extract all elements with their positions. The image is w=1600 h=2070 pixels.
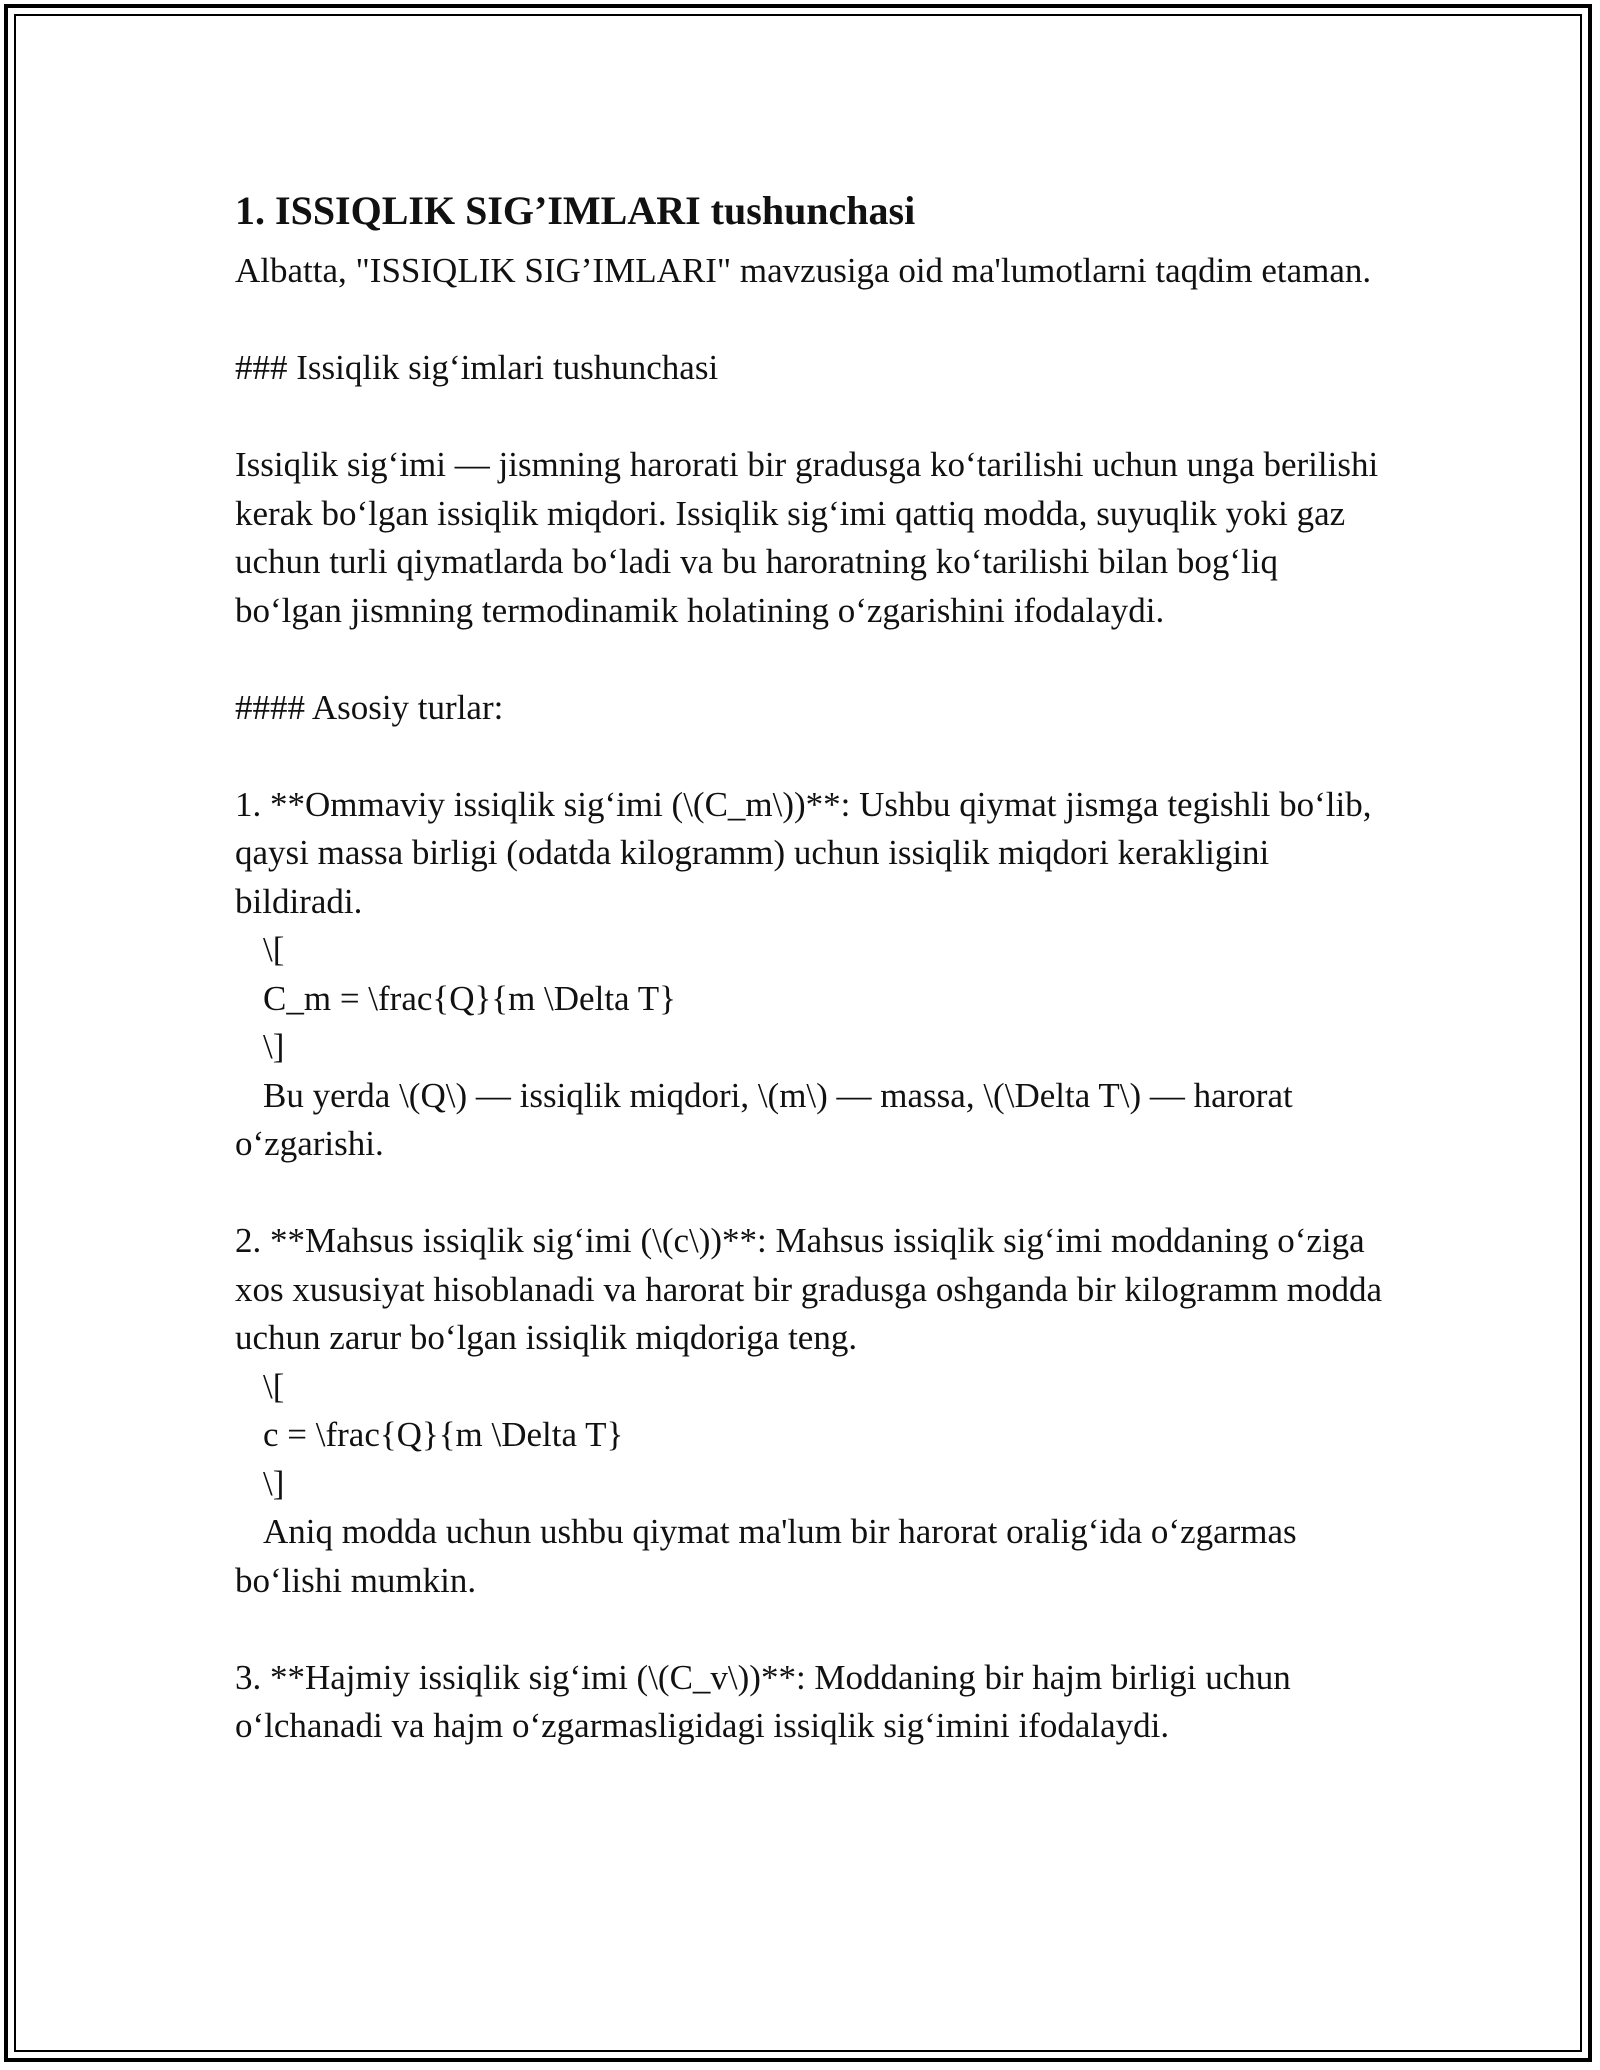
formula-open: \[ bbox=[263, 930, 285, 969]
list-item-text: 1. **Ommaviy issiqlik sig‘imi (\(C_m\))**: Ushbu qiymat jismga tegishli bo‘lib, qaysi massa birligi (odatda kilogramm) uchun issiqlik miqdori kerakligini bildiradi. bbox=[235, 784, 1381, 921]
formula-open: \[ bbox=[263, 1366, 285, 1406]
list-item bbox=[235, 1217, 1391, 1605]
formula: c = \frac{Q}{m \Delta T} bbox=[263, 1415, 624, 1454]
spacer bbox=[235, 296, 1385, 345]
list-item-text: 3. **Hajmiy issiqlik sig‘imi (\(C_v\))**: Moddaning bir hajm birligi uchun o‘lchanadi va hajm o‘zgarmasligidagi issiqlik sig‘imini ifodalaydi. bbox=[235, 1657, 1300, 1745]
list-item-note-text: Aniq modda uchun ushbu qiymat ma'lum bir harorat oralig‘ida o‘zgarmas bo‘lishi mumkin. bbox=[235, 1512, 1306, 1600]
list-item bbox=[235, 781, 1385, 1169]
list-item-note-text: Bu yerda \(Q\) — issiqlik miqdori, \(m\) — massa, \(\Delta T\) — harorat o‘zgarishi. bbox=[235, 1075, 1302, 1163]
intro-paragraph: Albatta, "ISSIQLIK SIG’IMLARI" mavzusiga oid ma'lumotlarni taqdim etaman. bbox=[235, 251, 1372, 290]
list-item-text: 2. **Mahsus issiqlik sig‘imi (\(c\))**: Mahsus issiqlik sig‘imi moddaning o‘ziga xos xususiyat hisoblanadi va harorat bir gradusga oshganda bir kilogramm modda uchun zarur bo‘lgan issiqlik miqdoriga teng. bbox=[235, 1221, 1391, 1357]
spacer bbox=[235, 1605, 1385, 1654]
list-item-note bbox=[235, 1072, 1385, 1169]
subsection-heading: #### Asosiy turlar: bbox=[235, 687, 504, 727]
formula-close: \] bbox=[263, 1027, 285, 1066]
spacer bbox=[235, 635, 1385, 684]
list-item bbox=[235, 1654, 1385, 1751]
document-title: 1. ISSIQLIK SIG’IMLARI tushunchasi bbox=[235, 188, 916, 233]
spacer bbox=[235, 393, 1385, 442]
formula-close: \] bbox=[263, 1463, 285, 1503]
document-body bbox=[235, 185, 1391, 1751]
list-item-note bbox=[235, 1508, 1385, 1605]
spacer bbox=[235, 1169, 1385, 1218]
formula: C_m = \frac{Q}{m \Delta T} bbox=[263, 978, 676, 1018]
definition-paragraph: Issiqlik sig‘imi — jismning harorati bir gradusga ko‘tarilishi uchun unga berilishi kerak bo‘lgan issiqlik miqdori. Issiqlik sig‘imi qattiq modda, suyuqlik yoki gaz uchun turli qiymatlarda bo‘ladi va bu haroratning ko‘tarilishi bilan bog‘liq bo‘lgan jismning termodinamik holatining o‘zgarishini ifodalaydi. bbox=[235, 445, 1387, 630]
section-heading: ### Issiqlik sig‘imlari tushunchasi bbox=[235, 348, 719, 387]
spacer bbox=[235, 732, 1385, 781]
